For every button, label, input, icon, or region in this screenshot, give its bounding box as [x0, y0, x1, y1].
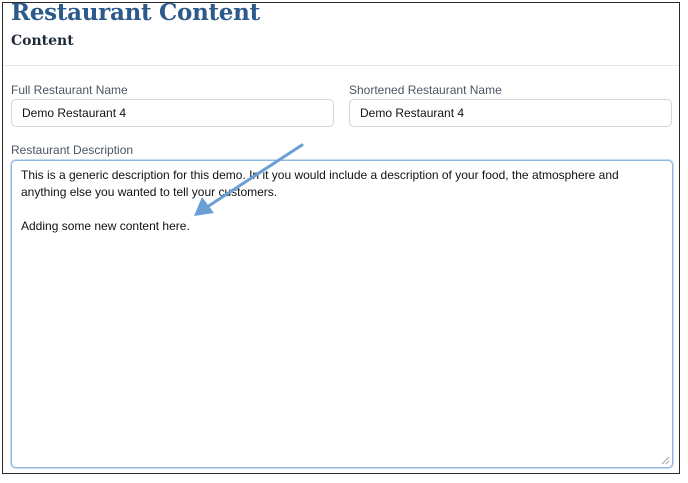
description-blank-line [21, 201, 663, 218]
page-title: Restaurant Content [11, 2, 260, 26]
annotation-arrow-icon [188, 141, 313, 223]
description-paragraph-2: Adding some new content here. [21, 219, 190, 233]
short-name-label: Shortened Restaurant Name [349, 83, 502, 97]
description-label: Restaurant Description [11, 143, 134, 157]
full-name-input[interactable] [11, 99, 334, 127]
header-divider [3, 65, 679, 66]
description-paragraph-1: This is a generic description for this demo. In it you would include a description of your food, the atmosphere and anything else you wanted to tell your customers. [21, 168, 623, 199]
section-title: Content [11, 33, 74, 49]
short-name-input[interactable] [349, 99, 672, 127]
full-name-label: Full Restaurant Name [11, 83, 128, 97]
description-textarea[interactable] [11, 160, 673, 468]
resize-grip-icon[interactable] [661, 456, 670, 465]
content-panel [2, 2, 680, 474]
